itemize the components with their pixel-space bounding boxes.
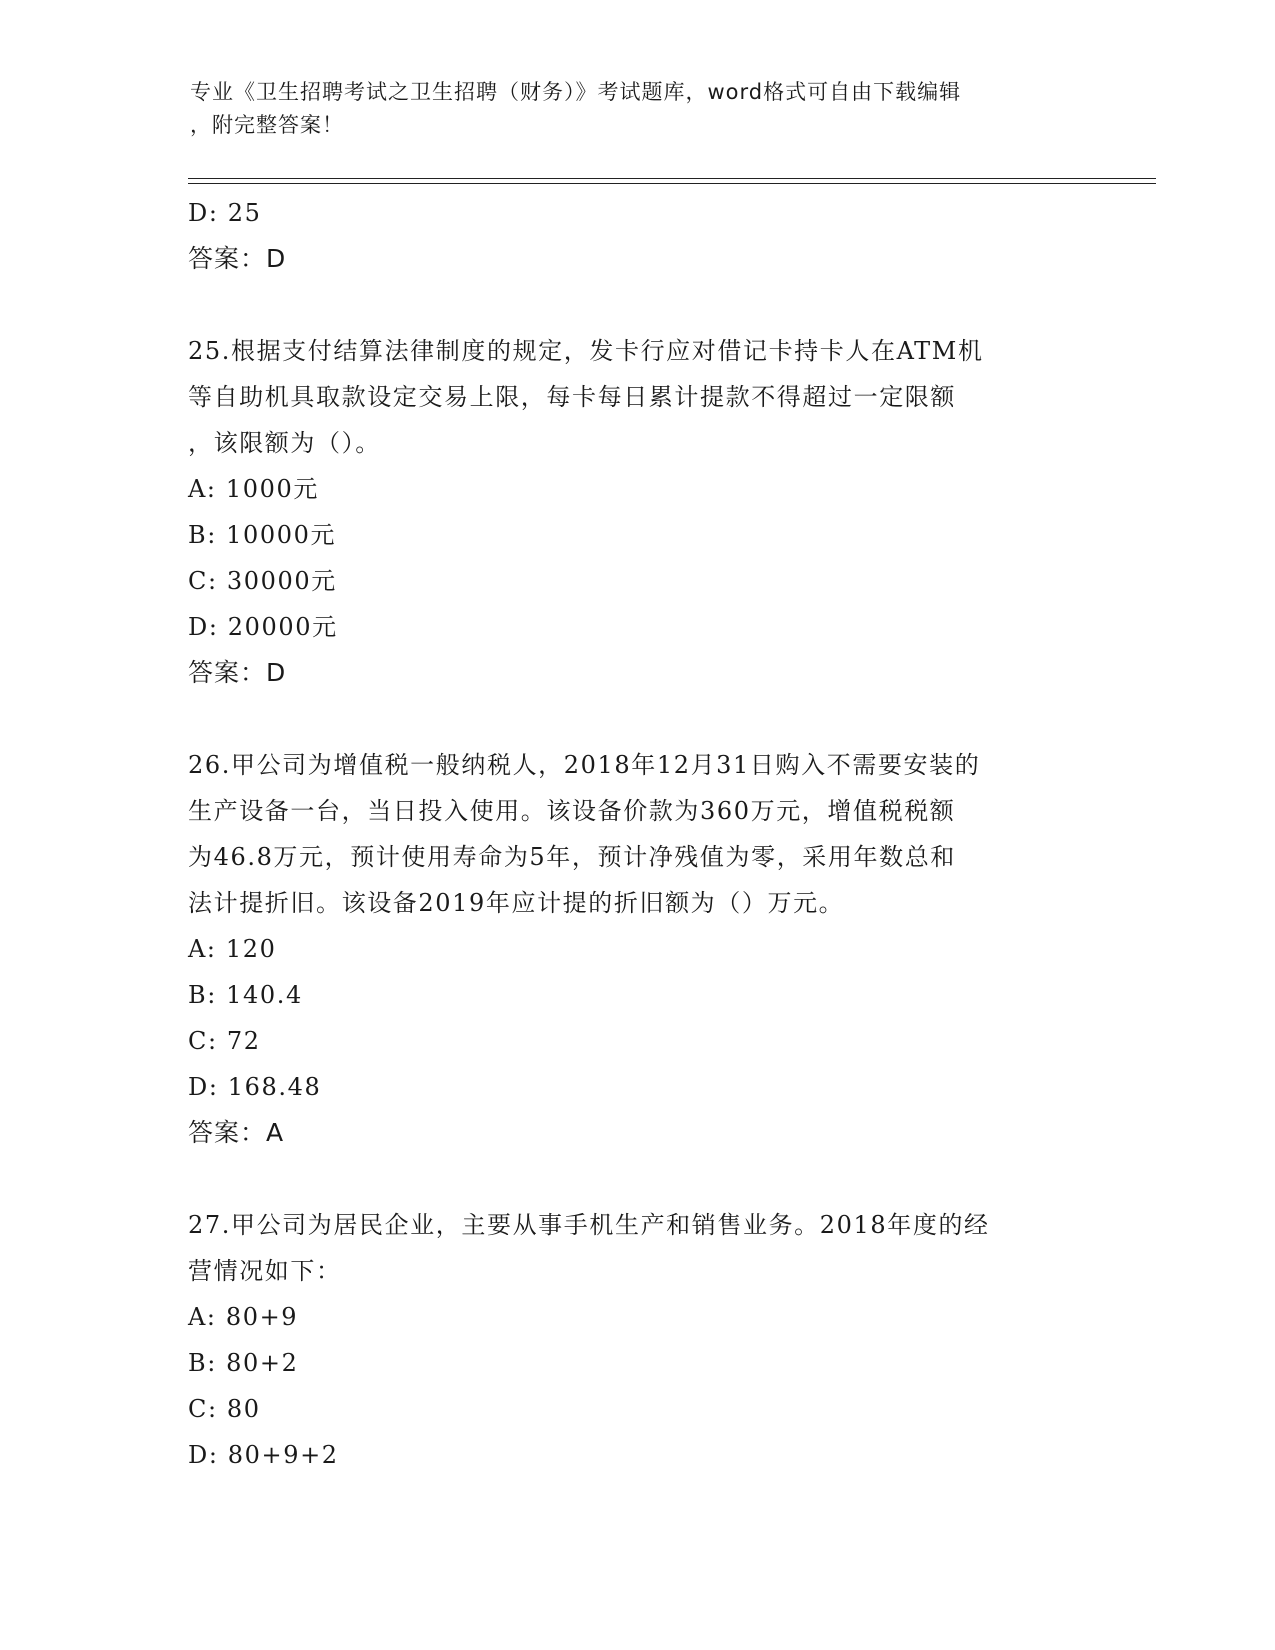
option-c: C: 72 [188,1027,261,1055]
question-text-line: 营情况如下： [188,1257,342,1285]
question-text-line: 25.根据支付结算法律制度的规定，发卡行应对借记卡持卡人在ATM机 [188,337,984,365]
spacer [188,282,1088,328]
option-d: D: 25 [188,199,262,227]
option-d: D: 80+9+2 [188,1441,339,1469]
header-rule-top [188,178,1156,179]
option-d: D: 168.48 [188,1073,322,1101]
option-a: A: 120 [188,935,277,963]
question-26 [188,742,1088,1156]
page-header [190,76,1070,142]
question-25 [188,328,1088,696]
answer-line: 答案：D [188,658,287,687]
question-text-line: 法计提折旧。该设备2019年应计提的折旧额为（）万元。 [188,889,845,917]
header-line-2: ，附完整答案！ [190,113,344,137]
question-text-line: 为46.8万元，预计使用寿命为5年，预计净残值为零，采用年数总和 [188,843,956,871]
question-text-line: 26.甲公司为增值税一般纳税人，2018年12月31日购入不需要安装的 [188,751,981,779]
option-a: A: 80+9 [188,1303,299,1331]
question-text-line: ，该限额为（）。 [188,429,381,457]
question-text-line: 27.甲公司为居民企业，主要从事手机生产和销售业务。2018年度的经 [188,1211,990,1239]
header-line-1: 专业《卫生招聘考试之卫生招聘（财务）》考试题库，word格式可自由下载编辑 [190,80,962,104]
previous-question-tail [188,190,1088,282]
answer-line: 答案：D [188,244,287,273]
spacer [188,1156,1088,1202]
document-body [188,190,1088,1478]
answer-line: 答案：A [188,1118,285,1147]
option-c: C: 80 [188,1395,261,1423]
option-a: A: 1000元 [188,475,319,503]
header-rule-bottom [188,183,1156,184]
question-text-line: 生产设备一台，当日投入使用。该设备价款为360万元，增值税税额 [188,797,956,825]
option-b: B: 10000元 [188,521,337,549]
option-b: B: 80+2 [188,1349,299,1377]
option-c: C: 30000元 [188,567,337,595]
option-b: B: 140.4 [188,981,303,1009]
question-text-line: 等自助机具取款设定交易上限，每卡每日累计提款不得超过一定限额 [188,383,956,411]
question-27 [188,1202,1088,1478]
option-d: D: 20000元 [188,613,338,641]
spacer [188,696,1088,742]
